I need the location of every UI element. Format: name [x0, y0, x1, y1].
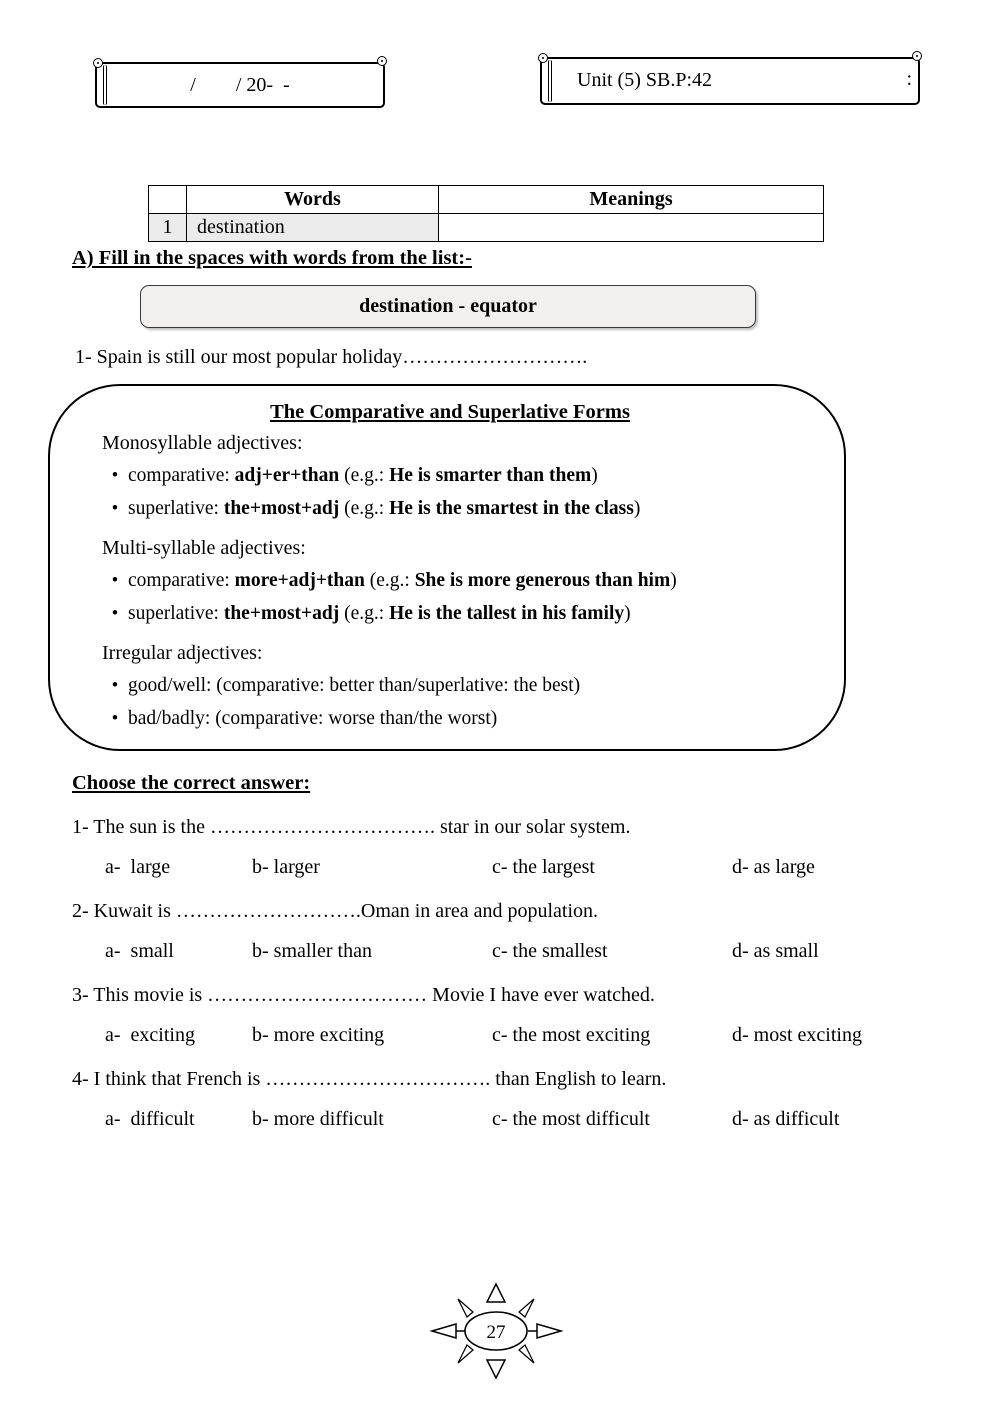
options-row	[72, 1108, 932, 1131]
word-bank-text: destination - equator	[359, 295, 537, 317]
bullet-icon: •	[111, 498, 119, 519]
scroll-pin-icon	[538, 53, 548, 63]
page-number-sun-icon	[424, 1282, 569, 1380]
question-text: 4- I think that French is ……………………………. than English to learn.	[72, 1068, 667, 1090]
option-c: c- the smallest	[492, 940, 608, 962]
option-d: d- most exciting	[732, 1024, 862, 1046]
table-row	[149, 214, 824, 242]
option-b: b- more difficult	[252, 1108, 384, 1130]
question-4	[72, 1068, 932, 1131]
scroll-pin-icon	[377, 56, 387, 66]
irregular-heading: Irregular adjectives:	[102, 642, 263, 664]
bullet-icon: •	[111, 603, 119, 624]
options-row	[72, 856, 932, 879]
list-item	[102, 464, 798, 488]
words-header-cell: Words	[187, 186, 439, 214]
bullet-text: comparative: more+adj+than (e.g.: She is more generous than him)	[128, 570, 677, 591]
option-c: c- the largest	[492, 856, 595, 878]
meanings-header-cell: Meanings	[439, 186, 824, 214]
bullet-icon: •	[111, 708, 119, 729]
section-a-title: A) Fill in the spaces with words from the list:-	[72, 247, 472, 269]
options-row	[72, 1024, 932, 1047]
word-cell: destination	[187, 214, 439, 242]
bullet-icon: •	[111, 675, 119, 696]
page-number: 27	[486, 1322, 506, 1343]
option-d: d- as difficult	[732, 1108, 840, 1130]
unit-banner	[540, 57, 920, 105]
option-a: a- exciting	[105, 1024, 195, 1046]
num-header-cell	[149, 186, 187, 214]
question-text: 1- The sun is the ……………………………. star in our solar system.	[72, 816, 631, 838]
meaning-cell	[439, 214, 824, 242]
option-a: a- large	[105, 856, 171, 878]
bullet-text: bad/badly: (comparative: worse than/the worst)	[128, 708, 498, 729]
word-bank-box	[140, 285, 756, 328]
scroll-pin-icon	[93, 58, 103, 68]
vocab-table	[148, 185, 824, 242]
option-a: a- difficult	[105, 1108, 195, 1130]
option-c: c- the most exciting	[492, 1024, 651, 1046]
multisyllable-heading: Multi-syllable adjectives:	[102, 537, 306, 559]
option-c: c- the most difficult	[492, 1108, 650, 1130]
option-b: b- larger	[252, 856, 320, 878]
grammar-box-title: The Comparative and Superlative Forms	[270, 401, 630, 423]
question-text: 3- This movie is …………………………… Movie I have ever watched.	[72, 984, 655, 1006]
unit-banner-text: Unit (5) SB.P:42	[577, 69, 713, 91]
option-b: b- more exciting	[252, 1024, 385, 1046]
date-banner	[95, 62, 385, 108]
page-header	[0, 0, 992, 185]
bullet-icon: •	[111, 465, 119, 486]
fill-sentence-1: 1- Spain is still our most popular holiday……………………….	[75, 346, 588, 368]
option-d: d- as small	[732, 940, 819, 962]
list-item	[102, 674, 798, 698]
row-number-cell: 1	[149, 214, 187, 242]
grammar-box	[48, 384, 846, 751]
bullet-text: good/well: (comparative: better than/superlative: the best)	[128, 675, 581, 696]
scroll-pin-icon	[912, 51, 922, 61]
monosyllable-heading: Monosyllable adjectives:	[102, 432, 303, 454]
table-header-row	[149, 186, 824, 214]
question-3	[72, 984, 932, 1047]
date-banner-text: / / 20- -	[190, 74, 290, 96]
scroll-curl-icon	[103, 65, 107, 105]
question-2	[72, 900, 932, 963]
question-1	[72, 816, 932, 879]
choose-title: Choose the correct answer:	[72, 772, 311, 794]
question-text: 2- Kuwait is ……………………….Oman in area and population.	[72, 900, 599, 922]
list-item	[102, 497, 798, 521]
scroll-curl-icon	[548, 60, 552, 102]
option-a: a- small	[105, 940, 174, 962]
options-row	[72, 940, 932, 963]
bullet-text: superlative: the+most+adj (e.g.: He is the tallest in his family)	[128, 603, 631, 624]
questions-section	[72, 816, 932, 1131]
option-b: b- smaller than	[252, 940, 372, 962]
bullet-icon: •	[111, 570, 119, 591]
bullet-text: superlative: the+most+adj (e.g.: He is the smartest in the class)	[128, 498, 641, 519]
list-item	[102, 707, 798, 731]
list-item	[102, 569, 798, 593]
bullet-text: comparative: adj+er+than (e.g.: He is smarter than them)	[128, 465, 598, 486]
option-d: d- as large	[732, 856, 815, 878]
list-item	[102, 602, 798, 626]
unit-banner-colon: :	[906, 68, 912, 90]
